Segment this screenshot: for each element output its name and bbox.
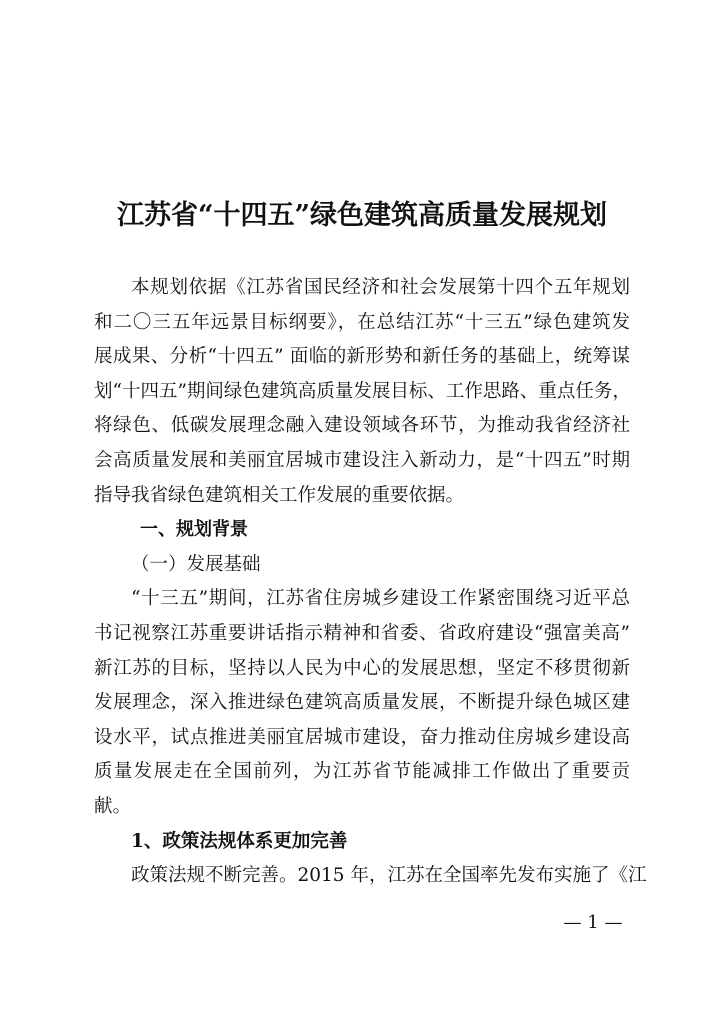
intro-line-7: 指导我省绿色建筑相关工作发展的重要依据。 — [94, 484, 465, 506]
basis-line-1: “十三五”期间，江苏省住房城乡建设工作紧密围绕习近平总 — [131, 588, 630, 610]
intro-line-2: 和二〇三五年远景目标纲要》，在总结江苏“十三五”绿色建筑发 — [94, 311, 630, 333]
intro-line-1: 本规划依据《江苏省国民经济和社会发展第十四个五年规划 — [131, 277, 630, 298]
page-number: — 1 — — [563, 912, 623, 933]
subsection-heading-basis: （一）发展基础 — [131, 553, 261, 575]
basis-line-3: 新江苏的目标，坚持以人民为中心的发展思想，坚定不移贯彻新 — [94, 657, 630, 679]
item-line-1: 政策法规不断完善。2015 年，江苏在全国率先发布实施了《江 — [131, 865, 647, 887]
basis-line-7: 献。 — [94, 795, 132, 817]
basis-line-5: 设水平，试点推进美丽宜居城市建设，奋力推动住房城乡建设高 — [94, 726, 630, 748]
document-body — [94, 271, 647, 894]
basis-line-4: 发展理念，深入推进绿色建筑高质量发展，不断提升绿色城区建 — [94, 692, 630, 714]
basis-line-6: 质量发展走在全国前列，为江苏省节能减排工作做出了重要贡 — [94, 761, 630, 783]
intro-line-5: 将绿色、低碳发展理念融入建设领域各环节，为推动我省经济社 — [94, 415, 630, 437]
document-title: 江苏省“十四五”绿色建筑高质量发展规划 — [116, 200, 608, 231]
intro-line-3: 展成果、分析“十四五” 面临的新形势和新任务的基础上，统筹谋 — [94, 346, 630, 368]
intro-line-6: 会高质量发展和美丽宜居城市建设注入新动力，是“十四五”时期 — [94, 449, 630, 471]
section-heading-background: 一、规划背景 — [140, 519, 248, 541]
basis-line-2: 书记视察江苏重要讲话指示精神和省委、省政府建设“强富美高” — [94, 622, 630, 644]
item-heading-policy: 1、政策法规体系更加完善 — [131, 830, 348, 852]
intro-line-4: 划“十四五”期间绿色建筑高质量发展目标、工作思路、重点任务， — [94, 380, 631, 402]
